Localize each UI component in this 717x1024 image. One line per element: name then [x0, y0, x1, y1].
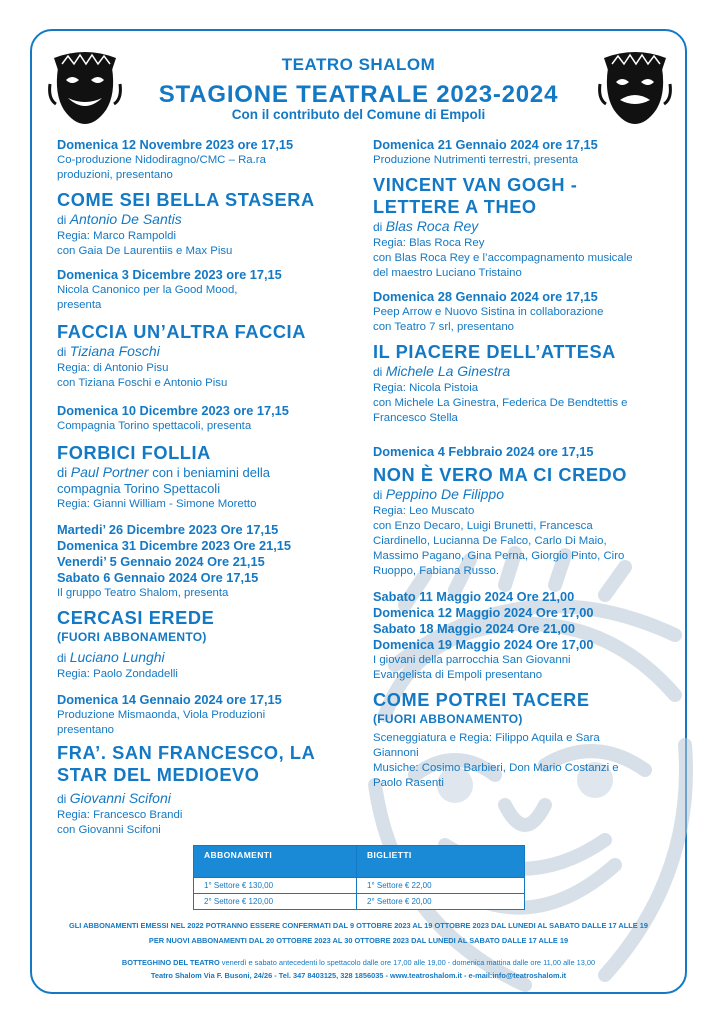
credit-line: Regia: Nicola Pistoia: [373, 382, 479, 394]
credit-line: Regia: Leo Muscato: [373, 505, 475, 517]
show-title: NON È VERO MA CI CREDO: [373, 465, 628, 485]
author-line: [57, 211, 347, 229]
subscription-price: 2° Settore € 120,00: [194, 894, 357, 910]
credit-line: Paolo Rasenti: [373, 777, 444, 789]
producer-line: Compagnia Torino spettacoli, presenta: [57, 420, 252, 432]
di-label: di: [57, 792, 67, 806]
author-line: [373, 486, 673, 504]
author-line: [57, 790, 347, 808]
subscriptions-header: ABBONAMENTI: [194, 846, 357, 878]
di-label: di: [373, 220, 383, 234]
ticket-price: 2° Settore € 20,00: [357, 894, 525, 910]
show-title: VINCENT VAN GOGH -: [373, 175, 578, 195]
show-title: IL PIACERE DELL’ATTESA: [373, 342, 616, 362]
credit-line: Regia: di Antonio Pisu: [57, 362, 169, 374]
renewal-notice: GLI ABBONAMENTI EMESSI NEL 2022 POTRANNO ESSERE CONFERMATI DAL 9 OTTOBRE 2023 AL 19 OTTOBRE 2023 DAL LUNEDI AL SABATO DALLE 17 ALLE 19: [68, 921, 649, 930]
author-name: Paul Portner: [70, 464, 149, 480]
credit-line: con Gaia De Laurentiis e Max Pisu: [57, 245, 233, 257]
credit-line: Francesco Stella: [373, 412, 458, 424]
show-item: [373, 444, 673, 579]
show-item: [57, 692, 347, 838]
di-label: di: [57, 465, 68, 480]
credit-line: Giannoni: [373, 747, 419, 759]
left-column: [57, 137, 347, 838]
prices-table: [193, 845, 525, 910]
new-subscription-notice: PER NUOVI ABBONAMENTI DAL 20 OTTOBRE 2023 AL 30 OTTOBRE 2023 DAL LUNEDI AL SABATO DALLE 17 ALLE 19: [148, 936, 569, 945]
credit-line: Regia: Paolo Zondadelli: [57, 668, 178, 680]
sponsor-line: Con il contributo del Comune di Empoli: [231, 107, 486, 122]
show-item: [57, 137, 347, 259]
show-item: [373, 289, 673, 426]
di-label: di: [57, 345, 67, 359]
credit-line: Regia: Gianni William - Simone Moretto: [57, 498, 257, 510]
show-date: Sabato 6 Gennaio 2024 Ore 17,15: [57, 570, 259, 585]
credit-line: con Blas Roca Rey e l’accompagnamento musicale: [373, 252, 633, 264]
show-subtitle: (FUORI ABBONAMENTO): [373, 712, 523, 726]
show-title: LETTERE A THEO: [373, 197, 537, 217]
producer-line: Evangelista di Empoli presentano: [373, 669, 543, 681]
show-title: FACCIA UN’ALTRA FACCIA: [57, 322, 306, 342]
show-title: COME SEI BELLA STASERA: [57, 190, 315, 210]
credit-line: con Tiziana Foschi e Antonio Pisu: [57, 377, 228, 389]
credit-line: Regia: Marco Rampoldi: [57, 230, 177, 242]
author-extra: con i beniamini della: [148, 465, 270, 480]
subscription-price: 1° Settore € 130,00: [194, 878, 357, 894]
show-date: Venerdi’ 5 Gennaio 2024 Ore 21,15: [57, 554, 265, 569]
producer-line: Peep Arrow e Nuovo Sistina in collaborazione: [373, 306, 604, 318]
author-line: [57, 343, 347, 361]
credit-line: con Michele La Ginestra, Federica De Bendtettis e: [373, 397, 628, 409]
author-line: [57, 649, 347, 667]
producer-line: presentano: [57, 724, 114, 736]
producer-line: Produzione Mismaonda, Viola Produzioni: [57, 709, 266, 721]
show-title: CERCASI EREDE: [57, 608, 215, 628]
credit-line: Massimo Pagano, Gina Perna, Giorgio Pinto, Ciro: [373, 550, 625, 562]
show-item: [57, 267, 347, 391]
di-label: di: [373, 488, 383, 502]
show-date: Domenica 14 Gennaio 2024 ore 17,15: [57, 692, 282, 707]
author-line: [373, 363, 673, 381]
show-item: [373, 137, 673, 281]
credit-line: Ruoppo, Fabiana Russo.: [373, 565, 500, 577]
author-name: Blas Roca Rey: [385, 218, 479, 234]
show-date: Domenica 19 Maggio 2024 Ore 17,00: [373, 637, 594, 652]
show-item: [57, 522, 347, 682]
producer-line: Nicola Canonico per la Good Mood,: [57, 284, 238, 296]
di-label: di: [57, 213, 67, 227]
theatre-name: TEATRO SHALOM: [281, 55, 436, 74]
show-subtitle: (FUORI ABBONAMENTO): [57, 630, 207, 644]
author-line: [57, 464, 347, 481]
author-line: [373, 218, 673, 236]
producer-line: Produzione Nutrimenti terrestri, presenta: [373, 154, 579, 166]
producer-line: Co-produzione Nidodiragno/CMC – Ra.ra: [57, 154, 266, 166]
show-date: Domenica 12 Novembre 2023 ore 17,15: [57, 137, 294, 152]
show-date: Domenica 21 Gennaio 2024 ore 17,15: [373, 137, 598, 152]
show-date: Domenica 31 Dicembre 2023 Ore 21,15: [57, 538, 292, 553]
di-label: di: [373, 365, 383, 379]
table-row: [194, 846, 525, 878]
table-row: [194, 878, 525, 894]
producer-line: presenta: [57, 299, 102, 311]
ticket-price: 1° Settore € 22,00: [357, 878, 525, 894]
author-name: Giovanni Scifoni: [69, 790, 171, 806]
credit-line: con Enzo Decaro, Luigi Brunetti, Francesca: [373, 520, 593, 532]
box-office-hours: venerdì e sabato antecedenti lo spettacolo dalle ore 17,00 alle 19,00 - domenica mattina dalle ore 11,00 alle 13,00: [219, 958, 596, 967]
show-title: STAR DEL MEDIOEVO: [57, 765, 260, 785]
show-date: Domenica 4 Febbraio 2024 ore 17,15: [373, 444, 594, 459]
author-name: Luciano Lunghi: [69, 649, 165, 665]
credit-line: Regia: Blas Roca Rey: [373, 237, 485, 249]
tickets-header: BIGLIETTI: [357, 846, 525, 878]
producer-line: Il gruppo Teatro Shalom, presenta: [57, 587, 229, 599]
di-label: di: [57, 651, 67, 665]
season-title: STAGIONE TEATRALE 2023-2024: [158, 81, 559, 108]
contact-info: Teatro Shalom Via F. Busoni, 24/26 - Tel. 347 8403125, 328 1856035 - www.teatroshalom.it - e-mail:info@teatroshalom.it: [150, 971, 567, 980]
producer-line: compagnia Torino Spettacoli: [57, 481, 221, 496]
table-row: [194, 894, 525, 910]
box-office-label: BOTTEGHINO DEL TEATRO: [121, 958, 220, 967]
producer-line: con Teatro 7 srl, presentano: [373, 321, 514, 333]
show-date: Domenica 3 Dicembre 2023 ore 17,15: [57, 267, 282, 282]
credit-line: Ciardinello, Lucianna De Falco, Carlo Di Maio,: [373, 535, 607, 547]
show-date: Domenica 28 Gennaio 2024 ore 17,15: [373, 289, 598, 304]
show-date: Sabato 18 Maggio 2024 Ore 21,00: [373, 621, 576, 636]
show-title: FRA’. SAN FRANCESCO, LA: [57, 743, 316, 763]
show-date: Domenica 12 Maggio 2024 Ore 17,00: [373, 605, 594, 620]
right-column: [373, 137, 673, 791]
show-date: Sabato 11 Maggio 2024 Ore 21,00: [373, 589, 575, 604]
credit-line: Musiche: Cosimo Barbieri, Don Mario Costanzi e: [373, 762, 619, 774]
box-office-info: [0, 958, 717, 967]
producer-line: produzioni, presentano: [57, 169, 173, 181]
show-date: Martedi’ 26 Dicembre 2023 Ore 17,15: [57, 522, 279, 537]
show-date: Domenica 10 Dicembre 2023 ore 17,15: [57, 403, 289, 418]
show-title: FORBICI FOLLIA: [57, 443, 211, 463]
author-name: Tiziana Foschi: [69, 343, 160, 359]
credit-line: del maestro Luciano Tristaino: [373, 267, 522, 279]
producer-line: I giovani della parrocchia San Giovanni: [373, 654, 571, 666]
show-item: [373, 589, 673, 791]
credit-line: Regia: Francesco Brandi: [57, 809, 183, 821]
author-name: Peppino De Filippo: [385, 486, 504, 502]
credit-line: Sceneggiatura e Regia: Filippo Aquila e Sara: [373, 732, 600, 744]
author-name: Antonio De Santis: [69, 211, 182, 227]
show-title: COME POTREI TACERE: [373, 690, 590, 710]
show-item: [57, 403, 347, 512]
credit-line: con Giovanni Scifoni: [57, 824, 161, 836]
author-name: Michele La Ginestra: [385, 363, 511, 379]
